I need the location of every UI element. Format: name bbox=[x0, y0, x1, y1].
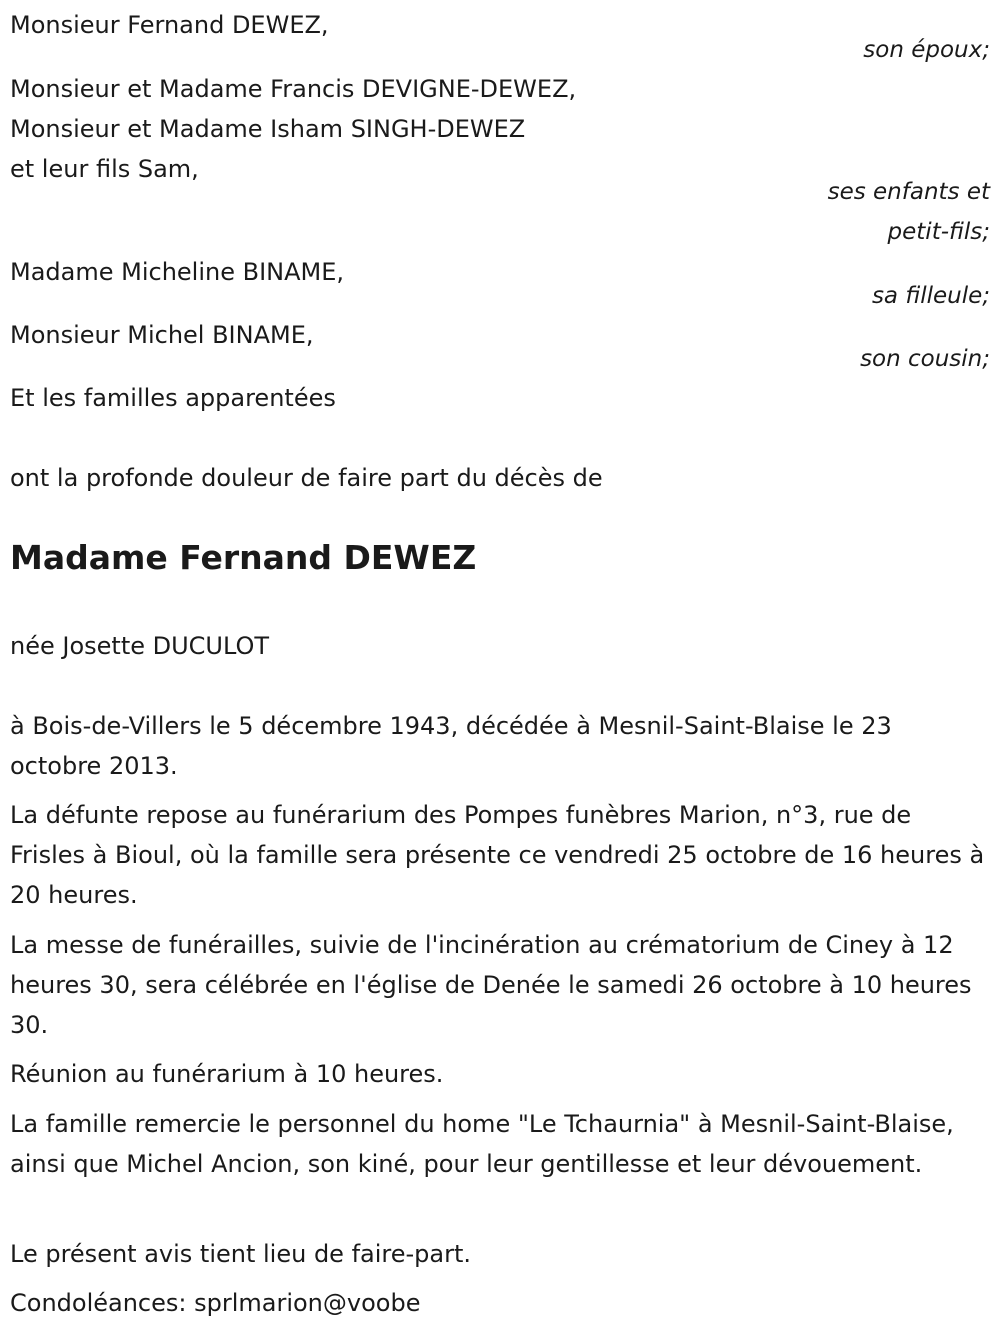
announcement-text: ont la profonde douleur de faire part du décès de bbox=[10, 464, 603, 492]
condolences-paragraph: Condoléances: sprlmarion@voobe bbox=[10, 1289, 421, 1317]
funeral-home-paragraph: La défunte repose au funérarium des Pompes funèbres Marion, n°3, rue de Frisles à Bioul, où la famille sera présente ce vendredi 25 octobre de 16 heures à 20 heures. bbox=[10, 801, 985, 909]
cousin-role: son cousin; bbox=[860, 346, 990, 372]
related-families: Et les familles apparentées bbox=[10, 384, 336, 412]
children-line: Monsieur et Madame Francis DEVIGNE-DEWEZ, bbox=[10, 75, 577, 103]
notice-paragraph: Le présent avis tient lieu de faire-part. bbox=[10, 1240, 472, 1268]
goddaughter-name: Madame Micheline BINAME, bbox=[10, 258, 345, 286]
maiden-name: née Josette DUCULOT bbox=[10, 632, 270, 660]
thanks-paragraph: La famille remercie le personnel du home "Le Tchaurnia" à Mesnil-Saint-Blaise, ainsi que Michel Ancion, son kiné, pour leur gentillesse et leur dévouement. bbox=[10, 1110, 954, 1178]
goddaughter-role: sa filleule; bbox=[871, 283, 990, 309]
children-role-line2: petit-fils; bbox=[887, 219, 990, 245]
birth-death-paragraph: à Bois-de-Villers le 5 décembre 1943, décédée à Mesnil-Saint-Blaise le 23 octobre 2013. bbox=[10, 712, 892, 780]
deceased-name: Madame Fernand DEWEZ bbox=[10, 538, 477, 577]
husband-name: Monsieur Fernand DEWEZ, bbox=[10, 11, 329, 39]
cousin-name: Monsieur Michel BINAME, bbox=[10, 321, 314, 349]
husband-role: son époux; bbox=[863, 37, 990, 63]
children-line: Monsieur et Madame Isham SINGH-DEWEZ bbox=[10, 115, 526, 143]
meeting-paragraph: Réunion au funérarium à 10 heures. bbox=[10, 1060, 444, 1088]
mass-paragraph: La messe de funérailles, suivie de l'incinération au crématorium de Ciney à 12 heures 30, sera célébrée en l'église de Denée le samedi 26 octobre à 10 heures 30. bbox=[10, 931, 972, 1039]
children-line: et leur fils Sam, bbox=[10, 155, 199, 183]
children-role-line1: ses enfants et bbox=[827, 179, 990, 205]
